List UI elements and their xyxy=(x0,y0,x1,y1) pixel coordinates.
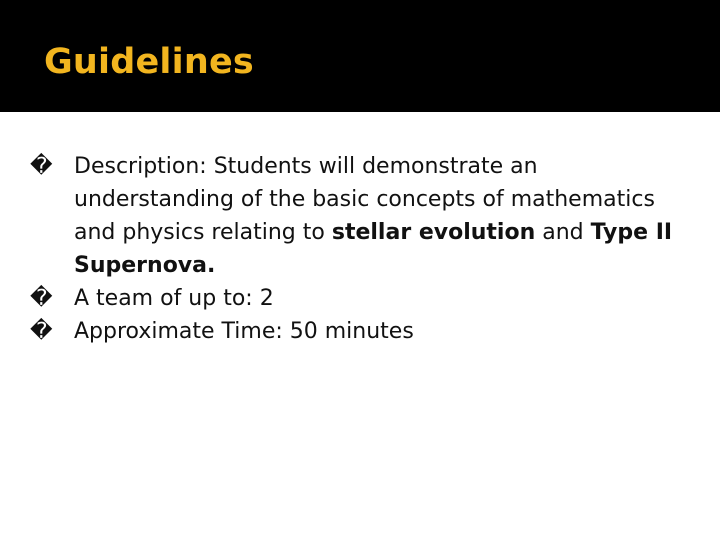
title-bar xyxy=(0,0,720,112)
bullet-list xyxy=(30,150,690,348)
bullet-time xyxy=(30,315,690,348)
and-text: and xyxy=(535,220,591,245)
approximate-time-text: Approximate Time: 50 minutes xyxy=(74,319,414,344)
bullet-icon: � xyxy=(30,154,53,179)
bullet-team xyxy=(30,282,690,315)
bullet-icon: � xyxy=(30,319,53,344)
bullet-description xyxy=(30,150,690,282)
stellar-evolution-text: stellar evolution xyxy=(331,220,536,245)
supernova-text: Type II Supernova. xyxy=(74,220,673,278)
team-size-text: A team of up to: 2 xyxy=(74,286,274,311)
bullet-icon: � xyxy=(30,286,53,311)
description-text: Description: Students will demonstrate an understanding of the basic concepts of mathematics and physics relating to xyxy=(74,154,655,245)
slide-title: Guidelines xyxy=(44,42,254,82)
